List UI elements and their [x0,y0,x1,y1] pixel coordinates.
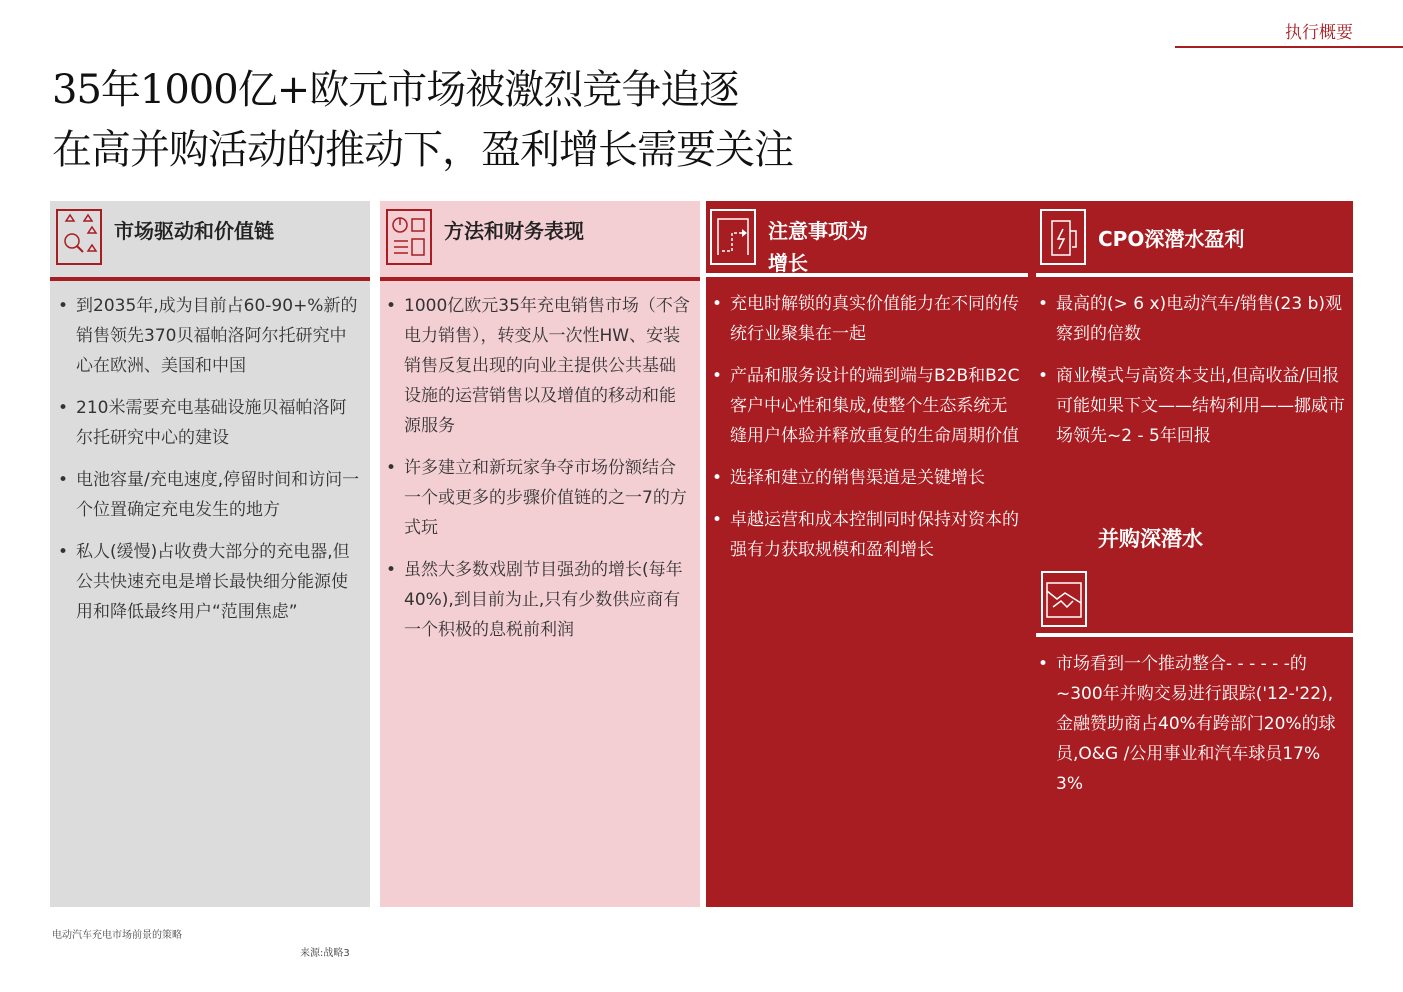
list-item: • 选择和建立的销售渠道是关键增长 [710,463,1022,493]
handshake-icon [1041,571,1087,627]
growth-and-deep-dive-panel [706,201,1353,907]
approach-header [380,201,700,281]
page-title-line1: 35年1000亿+欧元市场被激烈竞争追逐 [52,67,739,113]
approach-panel [380,201,700,907]
market-drivers-title: 市场驱动和价值链 [114,219,274,243]
growth-title-line2: 增长 [768,251,808,275]
footer-source: 来源:战略3 [300,948,350,959]
list-item: • 到2035年,成为目前占60-90+%新的销售领先370贝福帕洛阿尔托研究中心在欧洲、美国和中国 [56,291,361,381]
list-item: • 最高的(> 6 x)电动汽车/销售(23 b)观察到的倍数 [1036,289,1348,349]
ma-list [1036,649,1348,811]
ma-rule [1036,633,1353,637]
market-drivers-icon [56,209,102,265]
page-title-line2: 在高并购活动的推动下，盈利增长需要关注 [52,127,793,173]
approach-title: 方法和财务表现 [444,219,584,243]
growth-title-line1: 注意事项为 [768,219,868,243]
growth-header [706,201,1028,277]
market-drivers-list [56,291,361,639]
list-item: • 210米需要充电基础设施贝福帕洛阿尔托研究中心的建设 [56,393,361,453]
list-item: • 卓越运营和成本控制同时保持对资本的强有力获取规模和盈利增长 [710,505,1022,565]
approach-list [384,291,692,657]
list-item: • 1000亿欧元35年充电销售市场（不含电力销售），转变从一次性HW、安装销售反复出现的向业主提供公共基础设施的运营销售以及增值的移动和能源服务 [384,291,692,441]
cpo-title: CPO深潜水盈利 [1098,227,1245,251]
header-rule [1175,46,1403,48]
financial-report-icon [386,209,432,265]
list-item: • 商业模式与高资本支出,但高收益/回报可能如果下文——结构利用——挪威市场领先~2 - 5年回报 [1036,361,1348,451]
market-drivers-header [50,201,370,281]
charging-station-icon [1040,209,1086,265]
cpo-header [1036,201,1353,277]
list-item: • 虽然大多数戏剧节目强劲的增长(每年40%),到目前为止,只有少数供应商有一个积极的息税前利润 [384,555,692,645]
section-label: 执行概要 [1285,23,1353,43]
list-item: • 许多建立和新玩家争夺市场份额结合一个或更多的步骤价值链的之一7的方式玩 [384,453,692,543]
list-item: • 市场看到一个推动整合- - - - - -的~300年并购交易进行跟踪('12-'22),金融赞助商占40%有跨部门20%的球员,O&G /公用事业和汽车球员17% 3% [1036,649,1348,799]
growth-list [710,289,1022,577]
growth-path-icon [710,209,756,265]
market-drivers-panel [50,201,370,907]
list-item: • 产品和服务设计的端到端与B2B和B2C客户中心性和集成,使整个生态系统无缝用户体验并释放重复的生命周期价值 [710,361,1022,451]
footer-note: 电动汽车充电市场前景的策略 [52,930,182,941]
list-item: • 充电时解锁的真实价值能力在不同的传统行业聚集在一起 [710,289,1022,349]
list-item: • 私人(缓慢)占收费大部分的充电器,但公共快速充电是增长最快细分能源使用和降低最终用户“范围焦虑” [56,537,361,627]
cpo-list [1036,289,1348,463]
list-item: • 电池容量/充电速度,停留时间和访问一个位置确定充电发生的地方 [56,465,361,525]
ma-title: 并购深潜水 [1098,527,1203,551]
